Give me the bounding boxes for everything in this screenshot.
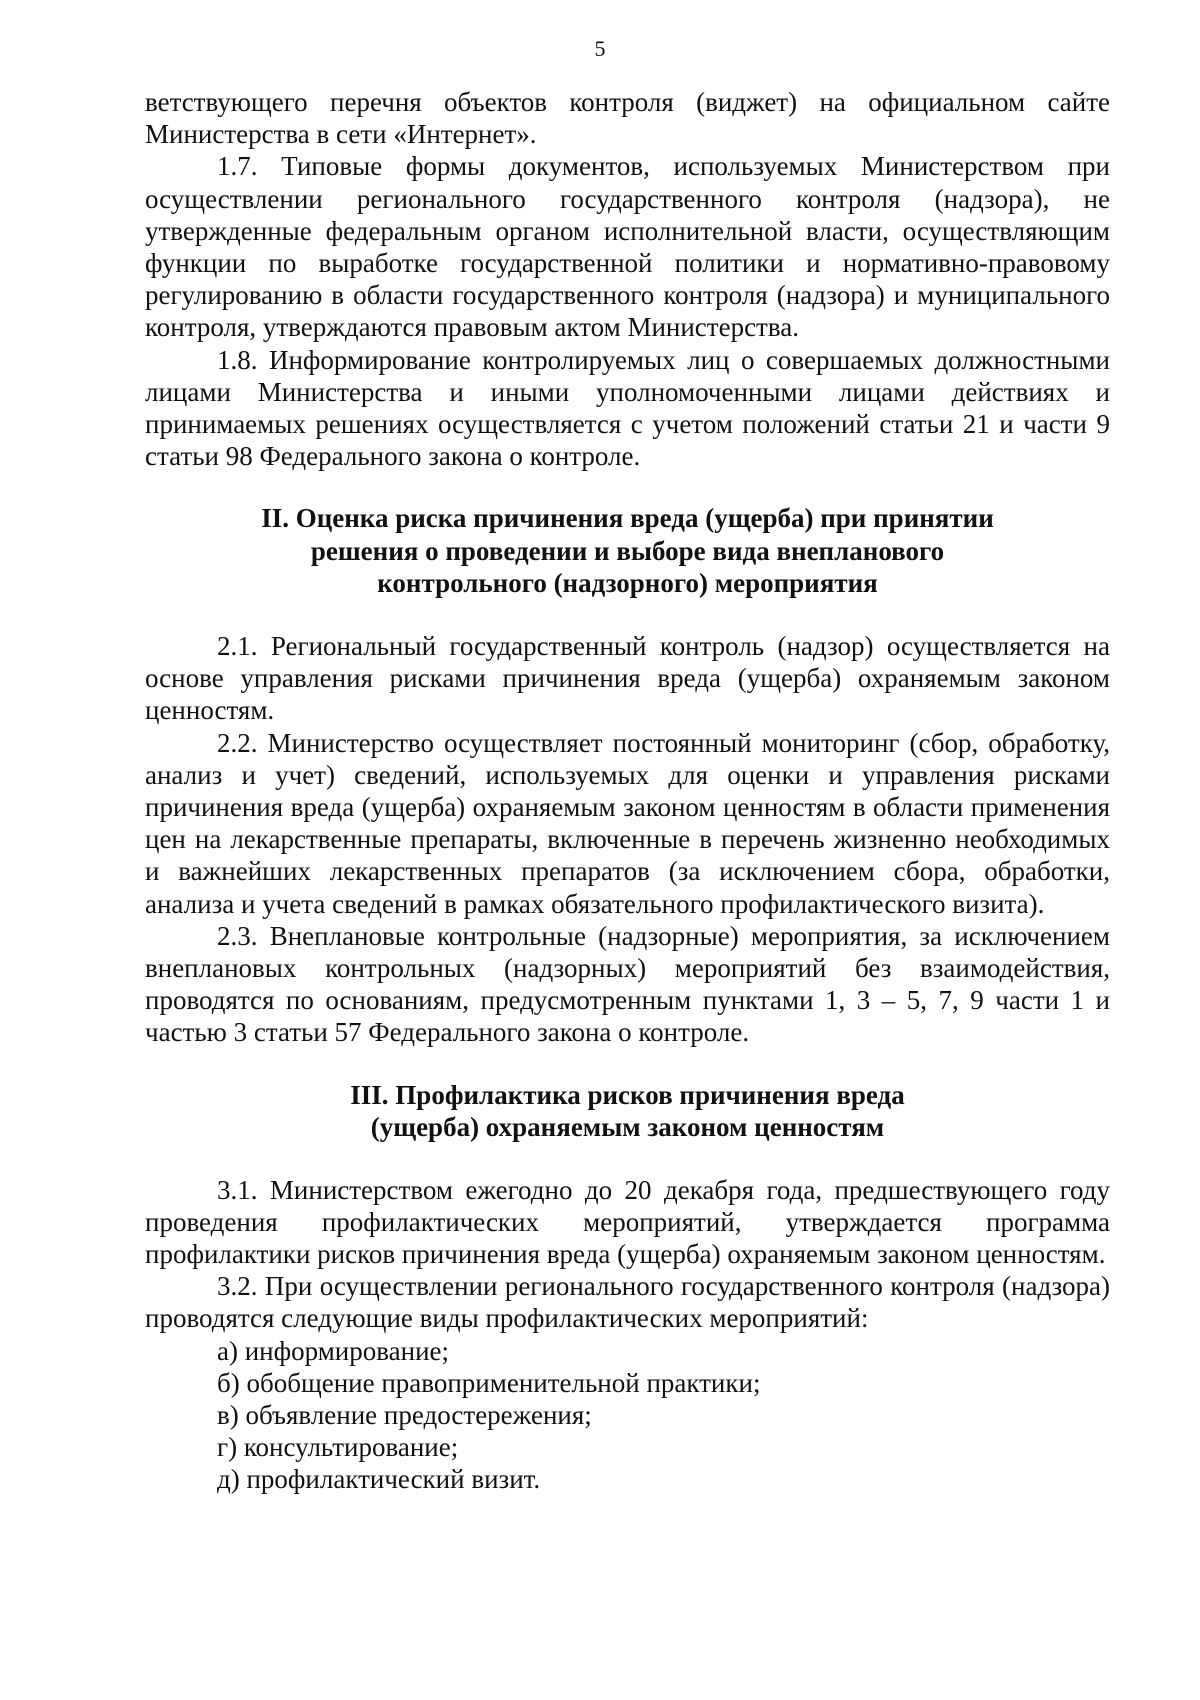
paragraph-continuation: ветствующего перечня объектов контроля (виджет) на официальном сайте Министерства в сети «Интернет». [145,87,1110,150]
paragraph-2-3: 2.3. Внеплановые контрольные (надзорные) мероприятия, за исключением внеплановых контрольных (надзорных) мероприятий без взаимодействия, проводятся по основаниям, предусмотренным пунктами 1, 3 – 5, 7, 9 части 1 и частью 3 статьи 57 Федерального закона о контроле. [145,920,1110,1048]
paragraph-1-7: 1.7. Типовые формы документов, используемых Министерством при осуществлении регионального государственного контроля (надзора), не утвержденные федеральным органом исполнительной власти, осуществляющим функции по выработке государственной политики и нормативно-правовому регулированию в области государственного контроля (надзора) и муниципального контроля, утверждаются правовым актом Министерства. [145,151,1110,343]
section-2-heading [145,502,1110,600]
section-3-heading-line: (ущерба) охраняемым законом ценностям [370,1112,885,1143]
paragraph-1-8: 1.8. Информирование контролируемых лиц о совершаемых должностными лицами Министерства и иными уполномоченными лицами действиях и принимаемых решениях осуществляется с учетом положений статьи 21 и части 9 статьи 98 Федерального закона о контроле. [145,344,1110,472]
spacer [145,600,1110,630]
list-item: а) информирование; [217,1335,450,1366]
list-item: д) профилактический визит. [217,1464,541,1495]
section-2-heading-line: контрольного (надзорного) мероприятия [377,568,878,599]
list-item: в) объявление предостережения; [217,1400,592,1430]
spacer [145,1049,1110,1079]
paragraph-2-1: 2.1. Региональный государственный контроль (надзор) осуществляется на основе управления рисками причинения вреда (ущерба) охраняемым законом ценностям. [145,630,1110,726]
list-item: г) консультирование; [217,1432,459,1463]
list-item: б) обобщение правоприменительной практики; [217,1367,761,1398]
section-3-heading-line: III. Профилактика рисков причинения вреда [350,1079,905,1110]
page-number: 5 [594,36,606,61]
spacer [145,472,1110,502]
paragraph-2-2: 2.2. Министерство осуществляет постоянный мониторинг (сбор, обработку, анализ и учет) сведений, используемых для оценки и управления рисками причинения вреда (ущерба) охраняемым законом ценностям в области применения цен на лекарственные препараты, включенные в перечень жизненно необходимых и важнейших лекарственных препаратов (за исключением сбора, обработки, анализа и учета сведений в рамках обязательного профилактического визита). [145,727,1110,919]
paragraph-3-1: 3.1. Министерством ежегодно до 20 декабря года, предшествующего году проведения профилактических мероприятий, утверждается программа профилактики рисков причинения вреда (ущерба) охраняемым законом ценностям. [145,1174,1110,1269]
section-2-heading-line: II. Оценка риска причинения вреда (ущерба) при принятии [261,503,994,534]
section-3-heading [145,1079,1110,1144]
section-2-heading-line: решения о проведении и выборе вида внепланового [310,535,945,566]
paragraph-3-2: 3.2. При осуществлении регионального государственного контроля (надзора) проводятся следующие виды профилактических мероприятий: [145,1271,1110,1334]
document-body [145,86,1110,1496]
spacer [145,1144,1110,1174]
